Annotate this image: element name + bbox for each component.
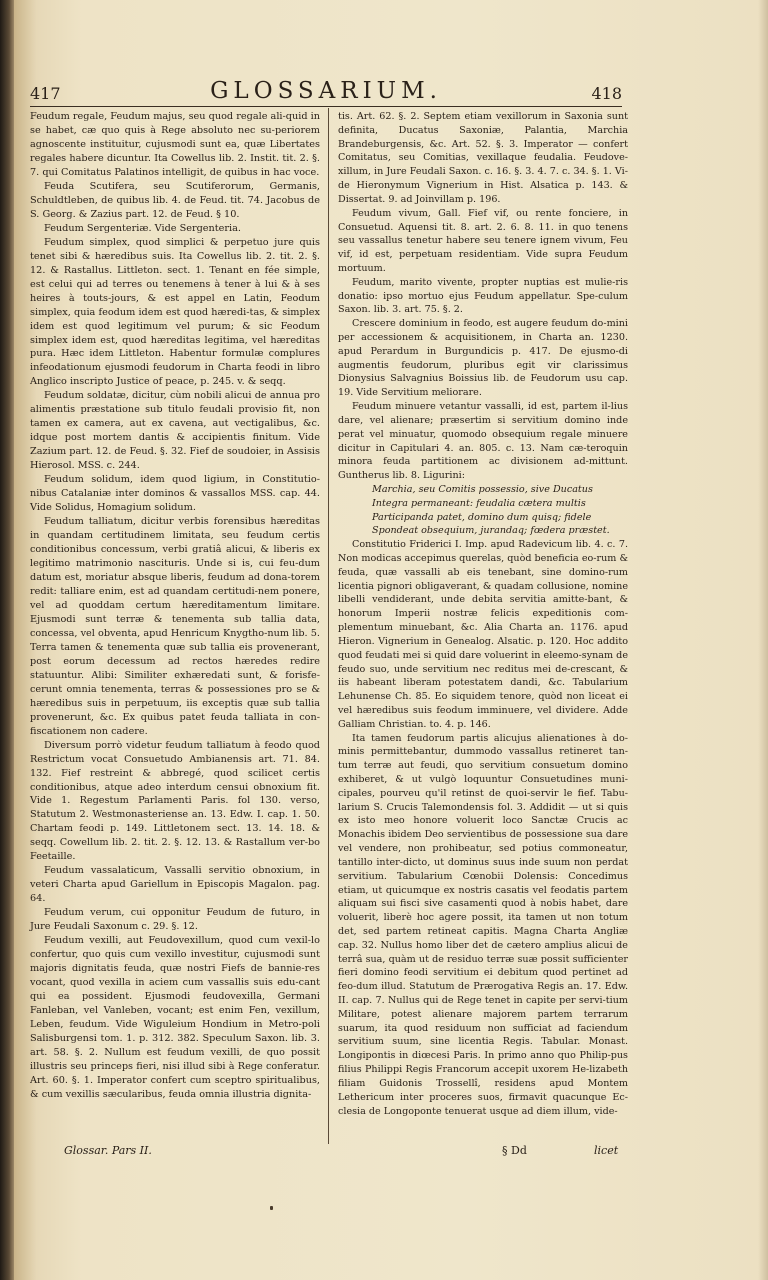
entry-paragraph: Feudum Sergenteriæ. Vide Sergenteria. [44, 222, 241, 234]
entry-paragraph: Feudum minuere vetantur vassalli, id est, partem il-lius dare, vel alienare; præsertim si servitium domino inde perat vel minuatur, quomodo obsequium regale minuere dicitur in Capitulari 4. an. 805. c. 13. Nam cæ-teroquin minora feuda partitionem ac divisionem ad-mittunt. Guntherus lib. 8. Ligurini: [338, 401, 628, 482]
column-divider [328, 108, 329, 1144]
left-column [30, 110, 320, 1102]
entry-paragraph: Feuda Scutifera, seu Scutiferorum, Germanis, Schuldtleben, de quibus lib. 4. de Feud. tit. 74. Jacobus de S. Georg. & Zazius part. 12. de Feud. § 10. [30, 180, 320, 220]
entry-paragraph: Feudum vivum, Gall. Fief vif, ou rente fonciere, in Consuetud. Aquensi tit. 8. art. 2. 6. 8. 11. in quo tenens seu vassallus tenetur habere seu tenere ignem vivum, Feu vif, id est, perpetuam residentiam. Vide supra Feudum mortuum. [338, 207, 628, 274]
verse-line: Integra permaneant: feudalia cætera multis [372, 497, 586, 509]
page-title: GLOSSARIUM. [210, 78, 442, 104]
entry-paragraph: Ita tamen feudorum partis alicujus alienationes à do-minis permittebantur, dummodo vassallus retineret tan-tum terræ aut feudi, quo servitium consuetum domino exhiberet, & ut vulgò loquuntur Consuetudines muni-cipales, pourveu qu'il retinst de quoi-servir le fief. Tabu-larium S. Crucis Talemondensis fol. 3. Addidit — ut si quis ex isto meo honore voluerit loco Sanctæ Crucis ac Monachis ibidem Deo servientibus de possessione sua dare vel vendere, non prohibeatur, sed potius commoneatur, tantillo inter-dicto, ut dominus suus inde suum non perdat servitium. Tabularium Cœnobii Dolensis: Concedimus etiam, ut quicumque ex nostris casatis vel feodatis partem aliquam sui fisci sive casamenti quod à nobis habet, dare voluerit, liberè hoc agere possit, ita tamen ut non totum det, sed partem retineat capitis. Magna Charta Angliæ cap. 32. Nullus homo liber det de cætero amplius alicui de terrâ sua, quàm ut de residuo terræ suæ possit sufficienter fieri domino feodi servitium ei debitum quod pertinet ad feo-dum illud. Statutum de Prærogativa Regis an. 17. Edw. II. cap. 7. Nullus qui de Rege tenet in capite per servi-tium Militare, potest alienare majorem partem terrarum suarum, ita quod residuum non sufficiat ad faciendum servitium suum, sine licentia Regis. Tabular. Monast. Longipontis in diœcesi Paris. In primo anno quo Philip-pus filius Philippi Regis Francorum accepit uxorem He-lizabeth filiam Guidonis Trossellî, residens apud Montem Lethericum inter proceres suos, firmavit quacunque Ec-clesia de Longoponte tenuerat usque ad diem illum, vide- [338, 732, 628, 1117]
verse-line: Spondeat obsequium, jurandaq; fœdera præstet. [372, 525, 610, 537]
entry-paragraph: Diversum porrò videtur feudum talliatum à feodo quod Restrictum vocat Consuetudo Ambianensis art. 71. 84. 132. Fief restreint & abbregé, quod scilicet certis conditionibus, atque adeo interdum censui obnoxium fit. Vide 1. Regestum Parlamenti Paris. fol 130. verso, Statutum 2. Westmonasteriense an. 13. Edw. I. cap. 1. 50. Chartam feodi p. 149. Littletonem sect. 13. 14. 18. & seqq. Cowellum lib. 2. tit. 2. §. 12. 13. & Rastallum ver-bo Feetaille. [30, 739, 320, 863]
entry-paragraph: Feudum, marito vivente, propter nuptias est mulie-ris donatio: ipso mortuo ejus Feudum appellatur. Spe-culum Saxon. lib. 3. art. 75. §. 2. [338, 276, 628, 316]
right-column [338, 110, 628, 1118]
entry-paragraph: Crescere dominium in feodo, est augere feudum do-mini per accessionem & acquisitionem, in Charta an. 1230. apud Perardum in Burgundicis p. 417. De ejusmo-di augmentis feudorum, pluribus egit vir clarissimus Dionysius Salvagnius Boissius lib. de Feudorum usu cap. 19. Vide Servitium meliorare. [338, 318, 628, 399]
signature-mark: § Dd [502, 1144, 527, 1157]
entry-paragraph: Feudum vexilli, aut Feudovexillum, quod cum vexil-lo confertur, quo quis cum vexillo investitur, cujusmodi sunt majoris dignitatis feuda, quæ nostri Fiefs de bannie-res vocant, quod vexilla in aciem cum vassallis suis edu-cant qui ea possident. Ejusmodi feudovexilla, Germani Fanleban, vel Vanleben, vocant; est enim Fen, vexillum, Leben, feudum. Vide Wiguleium Hondium in Metro-poli Salisburgensi tom. 1. p. 312. 382. Speculum Saxon. lib. 3. art. 58. §. 2. Nullum est feudum vexilli, de quo possit illustris seu princeps fieri, nisi illud sibi à Rege conferatur. Art. 60. §. 1. Imperator confert cum sceptro spiritualibus, & cum vexillis sæcularibus, feuda omnia illustria dignita- [30, 935, 320, 1100]
entry-paragraph: Feudum regale, Feudum majus, seu quod regale ali-quid in se habet, cæ quo quis à Rege absoluto nec su-periorem agnoscente instituitur, cujusmodi sunt ea, quæ Libertates regales habere dicuntur. Ita Cowellus lib. 2. Instit. tit. 2. §. 7. qui Comitatus Palatinos intelligit, de quibus in hac voce. [30, 111, 320, 178]
page-number-left: 417 [30, 84, 61, 103]
verse-line: Participanda patet, domino dum quisq; fidele [372, 511, 592, 523]
entry-paragraph: tis. Art. 62. §. 2. Septem etiam vexillorum in Saxonia sunt definita, Ducatus Saxoniæ, Palantia, Marchia Brandeburgensis, &c. Art. 52. §. 3. Imperator — confert Comitatus, seu Comitias, vexillaque feudalia. Feudove-xillum, in Jure Feudali Saxon. c. 16. §. 3. 4. 7. c. 34. §. 1. Vi-de Hieronymum Vignerium in Hist. Alsatica p. 143. & Dissertat. 9. ad Joinvillam p. 196. [338, 111, 628, 205]
entry-paragraph: Feudum talliatum, dicitur verbis forensibus hæreditas in quandam certitudinem limitata, seu feudum certis conditionibus concessum, verbi gratiâ alicui, & liberis ex legitimo matrimonio nascituris. Unde si is, cui feu-dum datum est, moriatur absque liberis, feudum ad dona-torem redit: talliare enim, est ad quandam certitudi-nem ponere, vel ad quoddam certum hæreditamentum limitare. Ejusmodi sunt terræ & tenementa sub tallia data, concessa, vel obventa, apud Henricum Knygtho-num lib. 5. Terra tamen & tenementa quæ sub tallia eis provenerant, post eorum decessum ad rectos hæredes redire statuuntur. Alibi: Similiter exhæredati sunt, & forisfe-cerunt omnia tenementa, terras & possessiones pro se & hæredibus suis in perpetuum, iis exceptis quæ sub tallia provenerunt, &c. Ex quibus patet feuda talliata in con-fiscationem non cadere. [30, 516, 320, 737]
page-number-right: 418 [591, 84, 622, 103]
book-page [14, 0, 768, 1280]
entry-paragraph: Feudum solidum, idem quod ligium, in Constitutio-nibus Catalaniæ inter dominos & vassallos MSS. cap. 44. Vide Solidus, Homagium solidum. [30, 474, 320, 514]
page-edge-shadow [758, 0, 768, 1280]
verse-line: Marchia, seu Comitis possessio, sive Ducatus [372, 483, 593, 495]
ink-speck [270, 1206, 273, 1210]
catchword: licet [594, 1144, 619, 1157]
signature-line: Glossar. Pars II. [64, 1144, 152, 1157]
entry-paragraph: Constitutio Friderici I. Imp. apud Radevicum lib. 4. c. 7. Non modicas accepimus querelas, quòd beneficia eo-rum & feuda, quæ vassalli ab eis tenebant, sine domino-rum licentia pignori obligaverant, & quadam collusione, nomine libelli vendiderant, unde debita servitia amitte-bant, & honorum Imperii nostræ felicis expeditionis com-plementum minuebant, &c. Alia Charta an. 1176. apud Hieron. Vignerium in Genealog. Alsatic. p. 120. Hoc addito quod feudati mei si quid dare voluerint in eleemo-synam de feudo suo, unde servitium nec reditus mei de-crescant, & iis habeant liberam potestatem dandi, &c. Tabularium Lehunense Ch. 85. Eo siquidem tenore, quòd non liceat ei vel hæredibus suis feodum imminuere, vel dividere. Adde Galliam Christian. to. 4. p. 146. [338, 539, 628, 730]
entry-paragraph: Feudum soldatæ, dicitur, cùm nobili alicui de annua pro alimentis præstatione sub titulo feudali provisio fit, non tamen ex camera, aut ex cavena, aut vectigalibus, &c. idque post mortem dantis & accipientis finitum. Vide Zazium part. 12. de Feud. §. 32. Fief de soudoier, in Assisis Hierosol. MSS. c. 244. [30, 390, 320, 472]
entry-paragraph: Feudum vassalaticum, Vassalli servitio obnoxium, in veteri Charta apud Gariellum in Episcopis Magalon. pag. 64. [30, 865, 320, 905]
entry-paragraph: Feudum simplex, quod simplici & perpetuo jure quis tenet sibi & hæredibus suis. Ita Cowellus lib. 2. tit. 2. §. 12. & Rastallus. Littleton. sect. 1. Tenant en fée simple, est celui qui ad terres ou tenemens à tener à lui & à ses heires à touts-jours, & est appel en Latin, Feodum simplex, quia feodum idem est quod hæredi-tas, & simplex idem est quod legitimum vel purum; & sic Feodum simplex idem est, quod hæreditas legitima, vel hæreditas pura. Hæc idem Littleton. Habentur formulæ complures infeodationum ejusmodi feudorum in Charta feodi in libro Anglico inscripto Justice of peace, p. 245. v. & seqq. [30, 236, 320, 388]
entry-paragraph: Feudum verum, cui opponitur Feudum de futuro, in Jure Feudali Saxonum c. 29. §. 12. [30, 907, 320, 933]
running-header [30, 78, 622, 107]
